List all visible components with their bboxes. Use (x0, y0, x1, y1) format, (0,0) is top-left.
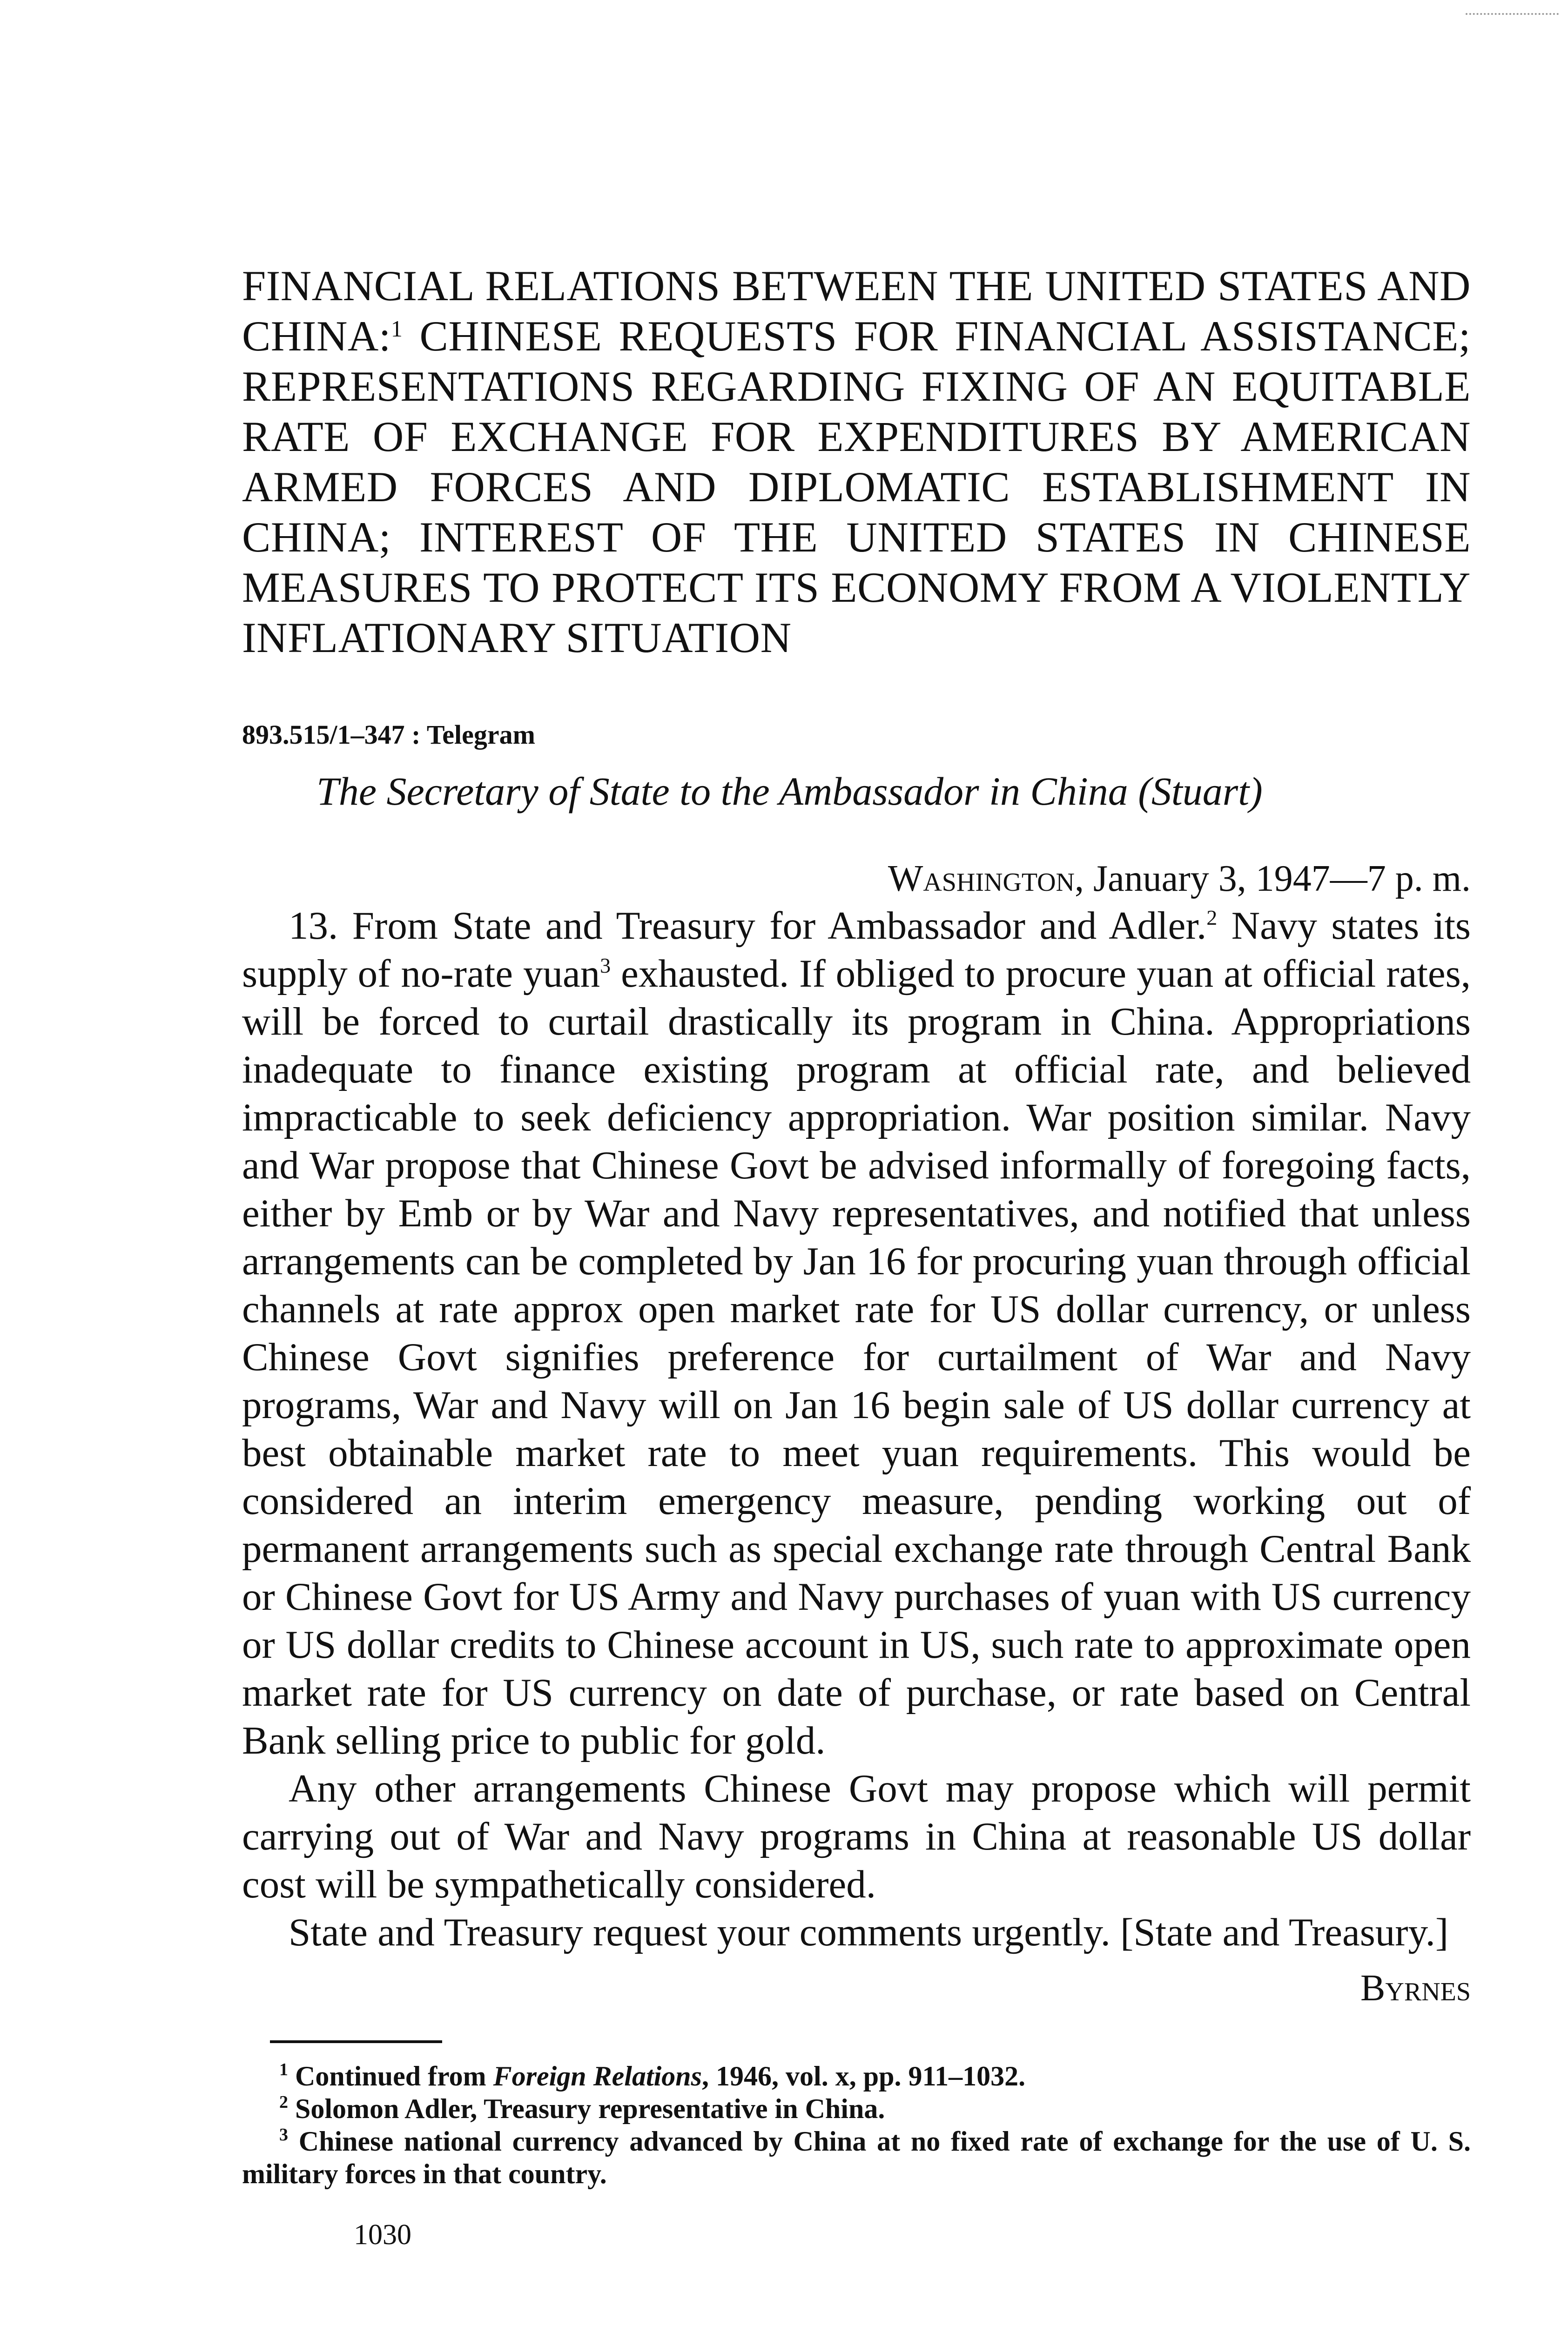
title-footnote-marker[interactable]: 1 (390, 316, 403, 342)
body-paragraph-1 (242, 902, 1471, 1765)
file-reference: 893.515/1–347 : Telegram (242, 720, 535, 750)
document-page (242, 261, 1471, 2253)
chapter-title (242, 261, 1471, 663)
footnote-2-marker: 2 (279, 2092, 288, 2112)
dateline-place: Washington (888, 858, 1075, 899)
dateline (242, 855, 1471, 902)
page-number: 1030 (354, 2219, 411, 2251)
footnote-ref-3[interactable]: 3 (600, 954, 611, 977)
footnote-1-marker: 1 (279, 2060, 288, 2079)
footnote-3-text: Chinese national currency advanced by China at no fixed rate of exchange for the use of U. S. military forces in that country. (242, 2126, 1471, 2189)
title-part-2: CHINESE REQUESTS FOR FINANCIAL ASSISTANCE; REPRESENTATIONS REGARDING FIXING OF AN EQUITABLE RATE OF EXCHANGE FOR EXPENDITURES BY AMERICAN ARMED FORCES AND DIPLOMATIC ESTABLISHMENT IN CHINA; INTEREST OF THE UNITED STATES IN CHINESE MEASURES TO PROTECT ITS ECONOMY FROM A VIOLENTLY INFLATIONARY SITUATION (242, 312, 1471, 661)
body-paragraph-3: State and Treasury request your comments urgently. [State and Treasury.] (289, 1910, 1449, 1954)
para1-text-a: 13. From State and Treasury for Ambassador and Adler. (289, 904, 1207, 948)
footnote-divider (270, 2040, 442, 2043)
footnote-2-text: Solomon Adler, Treasury representative in China. (295, 2093, 885, 2124)
document-heading: The Secretary of State to the Ambassador in China (Stuart) (316, 769, 1263, 814)
signature: Byrnes (1360, 1968, 1471, 2009)
footnote-1-pre: Continued from (295, 2061, 493, 2092)
footnote-3-marker: 3 (279, 2125, 288, 2145)
footnote-ref-2[interactable]: 2 (1206, 906, 1218, 929)
scan-corner-mark (1466, 13, 1559, 20)
footnote-2 (242, 2092, 1471, 2125)
title-part-1: FINANCIAL RELATIONS BETWEEN THE UNITED STATES AND CHINA: (242, 262, 1471, 360)
para1-text-b: Navy states its supply of no-rate yuan (242, 904, 1471, 995)
footnote-1-title: Foreign Relations (493, 2061, 702, 2092)
footnotes (242, 2060, 1471, 2190)
dateline-date: , January 3, 1947—7 p. m. (1074, 858, 1471, 899)
footnote-3 (242, 2125, 1471, 2190)
footnote-1 (242, 2060, 1471, 2092)
body-paragraph-2: Any other arrangements Chinese Govt may propose which will permit carrying out of War and Navy programs in China at reasonable US dollar cost will be sympathetically considered. (242, 1767, 1471, 1906)
para1-text-c: exhausted. If obliged to procure yuan at official rates, will be forced to curtail drastically its program in China. Appropriations inadequate to finance existing program at official rate, and believed impracticable to seek deficiency appropriation. War position similar. Navy and War propose that Chinese Govt be advised informally of foregoing facts, either by Emb or by War and Navy representatives, and notified that unless arrangements can be completed by Jan 16 for procuring yuan through official channels at rate approx open market rate for US dollar currency, or unless Chinese Govt signifies preference for curtailment of War and Navy programs, War and Navy will on Jan 16 begin sale of US dollar currency at best obtainable market rate to meet yuan requirements. This would be considered an interim emergency measure, pending working out of permanent arrangements such as special exchange rate through Central Bank or Chinese Govt for US Army and Navy purchases of yuan with US currency or US dollar credits to Chinese account in US, such rate to approximate open market rate for US currency on date of purchase, or rate based on Central Bank selling price to public for gold. (242, 952, 1471, 1762)
footnote-1-post: , 1946, vol. x, pp. 911–1032. (702, 2061, 1026, 2092)
